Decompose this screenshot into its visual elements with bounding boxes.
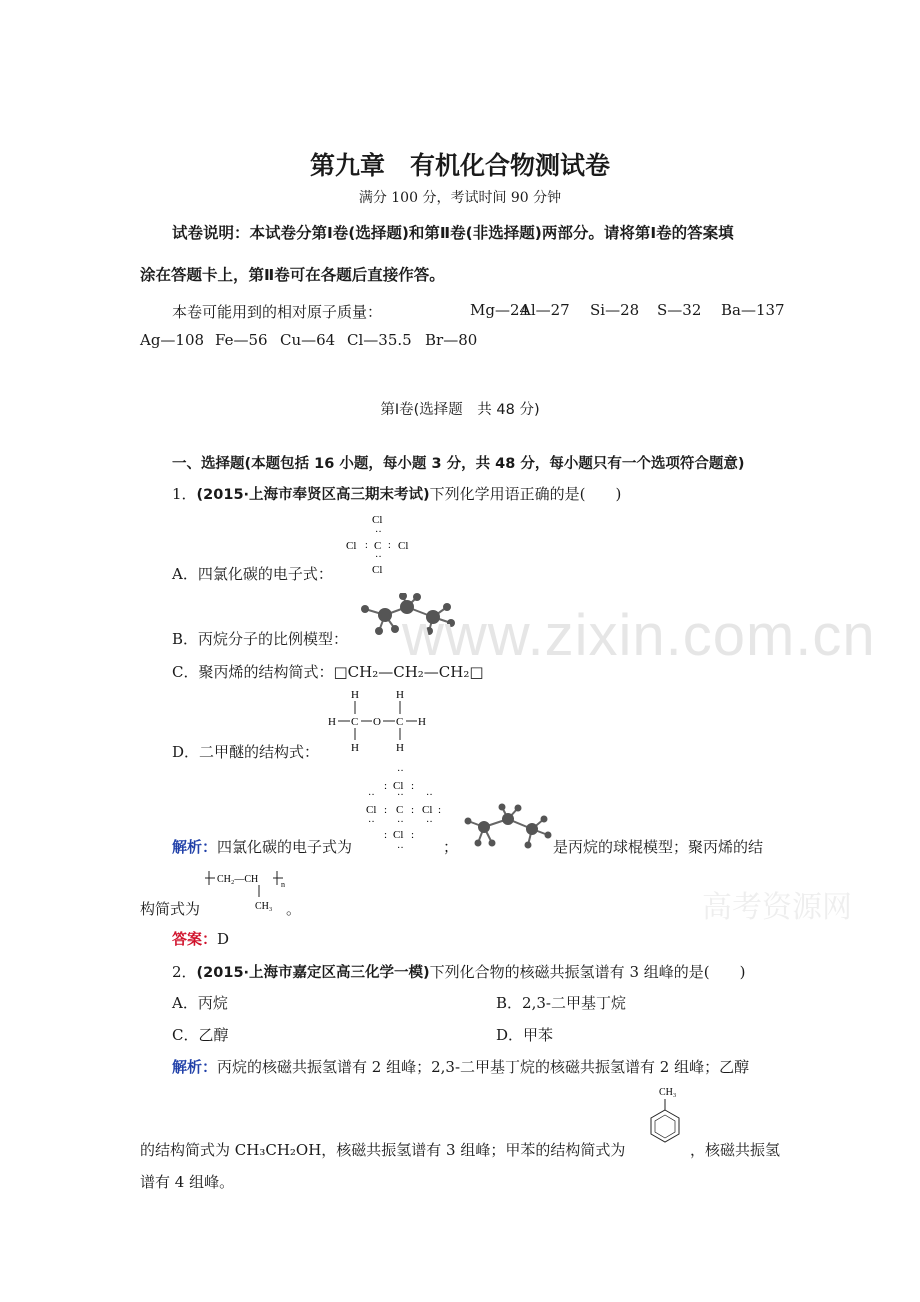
q1-analysis-line1 [172,836,352,857]
atomic-masses-prefix: 本卷可能用到的相对原子质量： [172,303,383,321]
c-center: C [374,540,382,552]
q2-analysis-label: 解析： [172,1058,218,1076]
h-top-1: H [351,689,359,701]
cl-left-atom: Cl [366,804,377,816]
q2-option-c: C．乙醇 [172,1026,229,1044]
watermark-side: 高考资源网 [702,890,852,925]
q1-option-c-formula: □CH₂—CH₂—CH₂□ [333,663,484,681]
cl-top-atom: Cl [393,780,404,792]
colon-7: : [411,829,415,841]
q1-stem [172,483,621,504]
cl-bottom: Cl [372,564,383,576]
mass-ba: Ba—137 [721,301,785,319]
instructions-line1: 试卷说明：本试卷分第Ⅰ卷(选择题)和第Ⅱ卷(非选择题)两部分。请将第Ⅰ卷的答案填 [172,224,734,242]
q1-option-c [172,661,484,682]
q1-analysis-label: 解析： [172,838,218,856]
q2-stem [172,961,745,982]
mass-ag: Ag—108 [140,331,205,349]
colon-5: : [438,804,442,816]
page-subtitle: 满分 100 分，考试时间 90 分钟 [358,190,562,206]
ccl4-electron-formula-a [340,510,420,580]
colon-4: : [411,804,415,816]
cl-right: Cl [398,540,409,552]
mass-mg: Mg—24 [470,301,530,319]
q2-question: 下列化合物的核磁共振氢谱有 3 组峰的是( ) [429,963,746,981]
h-top-2: H [396,689,404,701]
q2-option-a: A．丙烷 [172,994,228,1012]
dots-7: ·· [426,817,433,828]
q1-option-d: D．二甲醚的结构式： [172,743,320,761]
q2-analysis-line3: 谱有 4 组峰。 [140,1173,235,1191]
q1-option-a: A．四氯化碳的电子式： [172,565,333,583]
part-title: 一、选择题(本题包括 16 小题，每小题 3 分，共 48 分，每小题只有一个选项符合题意) [172,456,745,472]
section-heading: 第Ⅰ卷(选择题 共 48 分) [380,402,540,418]
dimethyl-ether-structure-d [325,687,435,755]
q2-number: 2． [172,963,197,981]
c-right: C [396,716,404,728]
q2-analysis-line2b: ，核磁共振氢 [690,1141,781,1159]
dots-left: : [365,540,368,551]
mass-al: Al—27 [520,301,570,319]
toluene-methyl: CH₃ [659,1087,677,1098]
dots-1: ·· [397,766,404,777]
cl-top: Cl [372,514,383,526]
q1-analysis-end: 。 [286,900,302,918]
q1-analysis-semicolon: ； [443,838,459,856]
q1-analysis-text1: 四氯化碳的电子式为 [217,838,353,856]
q1-answer [172,928,229,949]
q2-analysis-line1 [172,1056,749,1077]
q1-number: 1． [172,485,197,503]
dots-3: ·· [397,790,404,801]
page-title: 第九章 有机化合物测试卷 [309,151,610,180]
mass-s: S—32 [657,301,702,319]
polypropylene-formula [203,865,293,913]
dots-top: ·· [375,527,382,538]
mass-cl: Cl—35.5 [347,331,412,349]
mass-fe: Fe—56 [215,331,268,349]
dots-bottom: ·· [375,552,382,563]
cl-right-atom: Cl [422,804,433,816]
mass-si: Si—28 [590,301,640,319]
q1-answer-label: 答案： [172,930,218,948]
q2-analysis-line2a: 的结构简式为 CH₃CH₂OH，核磁共振氢谱有 3 组峰；甲苯的结构简式为 [140,1141,626,1159]
dots-5: ·· [368,817,375,828]
q1-analysis-text3: 构简式为 [140,900,201,918]
dots-4: ·· [426,790,433,801]
h-bottom-2: H [396,742,404,754]
dots-8: ·· [397,843,404,853]
colon-6: : [384,829,388,841]
polymer-main-chain: CH₂—CH [217,874,259,885]
q2-option-b: B．2,3-二甲基丁烷 [496,994,626,1012]
q1-option-b: B．丙烷分子的比例模型： [172,630,349,648]
colon-3: : [384,804,388,816]
q1-question: 下列化学用语正确的是( ) [429,485,622,503]
cl-bottom-atom: Cl [393,829,404,841]
colon-1: : [384,780,388,792]
q2-source: (2015·上海市嘉定区高三化学一模) [196,965,430,981]
o-atom: O [373,716,381,728]
dots-2: ·· [368,790,375,801]
mass-br: Br—80 [425,331,478,349]
mass-cu: Cu—64 [280,331,336,349]
h-right: H [418,716,426,728]
h-left: H [328,716,336,728]
h-bottom-1: H [351,742,359,754]
colon-2: : [411,780,415,792]
q1-option-c-label: C．聚丙烯的结构简式： [172,663,334,681]
q2-analysis-text1: 丙烷的核磁共振氢谱有 2 组峰；2,3-二甲基丁烷的核磁共振氢谱有 2 组峰；乙醇 [217,1058,750,1076]
q2-option-d: D．甲苯 [496,1026,554,1044]
dots-6: ·· [397,817,404,828]
q1-answer-value: D [217,930,230,948]
dots-right: : [388,540,391,551]
polymer-n: n [281,880,285,889]
propane-ball-stick-model [462,803,554,851]
watermark: www.zixin.com.cn [402,603,876,668]
c-atom: C [396,804,404,816]
c-left: C [351,716,359,728]
methyl-group: CH₃ [255,901,273,912]
cl-left: Cl [346,540,357,552]
q1-analysis-text2: 是丙烷的球棍模型；聚丙烯的结 [553,838,764,856]
ccl4-electron-formula-correct [360,765,450,853]
instructions-line2: 涂在答题卡上，第Ⅱ卷可在各题后直接作答。 [140,266,445,284]
q1-source: (2015·上海市奉贤区高三期末考试) [196,487,430,503]
toluene-structure [643,1082,693,1162]
